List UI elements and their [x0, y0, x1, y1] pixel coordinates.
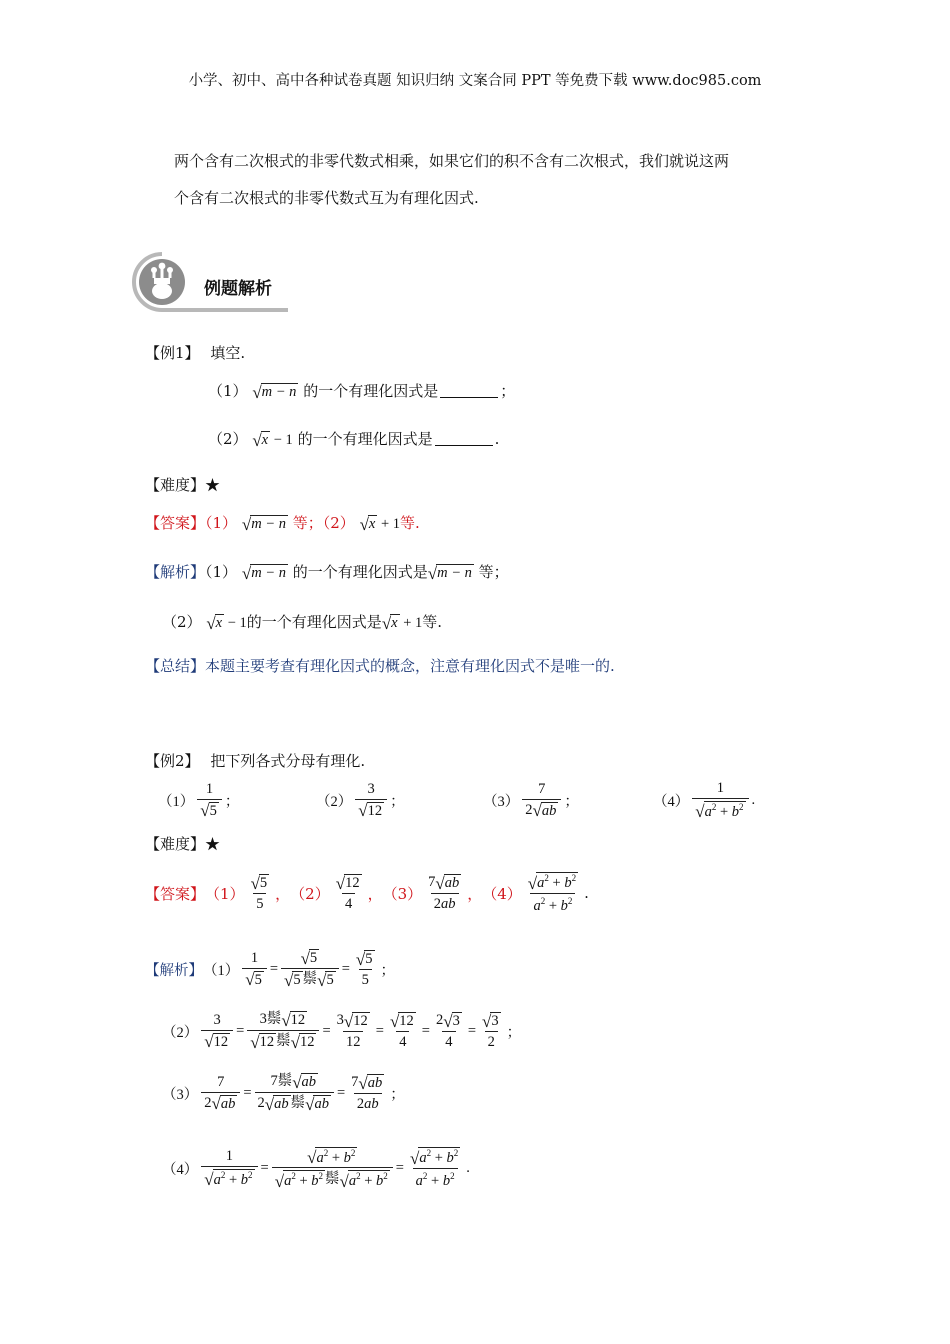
equals: = — [236, 1022, 245, 1039]
fraction: 7 2 √ ab — [522, 781, 561, 819]
fraction: √ 5 5 — [250, 873, 268, 912]
fraction: √ 12 4 — [335, 873, 360, 912]
q2-end: . — [494, 430, 500, 448]
difficulty-label: 【难度】 — [145, 835, 206, 853]
example1-label: 【例1】 — [145, 344, 200, 362]
semicolon: ； — [390, 1086, 405, 1103]
fraction: 7 √ ab 2ab — [351, 1073, 383, 1112]
radicand: m − n — [251, 565, 286, 582]
a-prefix: （1） — [205, 884, 245, 903]
q1-prefix: （1） — [208, 382, 248, 400]
definition-line-1: 两个含有二次根式的非零代数式相乘，如果它们的积不含有二次根式，我们就说这两 — [174, 152, 730, 170]
fraction: √ $a^2 + b^2$ $a^2 + b^2$ — [409, 1148, 459, 1189]
semicolon: ； — [564, 793, 579, 810]
radicand: x — [261, 432, 269, 449]
denominator: 5 — [253, 893, 266, 913]
sqrt-expr: √ $a^2 + b^2$ — [695, 801, 744, 822]
radicand: m − n — [437, 565, 472, 582]
period: . — [751, 791, 756, 808]
step-prefix: （2） — [162, 1024, 199, 1041]
a-prefix: （3） — [382, 884, 423, 903]
comma: ， — [467, 884, 483, 903]
example2-analysis-3 — [162, 1068, 405, 1118]
answer-2-tail: 等. — [400, 514, 420, 532]
fraction: 7 2 √ ab — [201, 1074, 240, 1112]
answer-label: 【答案】 — [145, 514, 206, 532]
section-banner — [132, 252, 292, 312]
example1-answer — [145, 512, 420, 533]
difficulty-stars: ★ — [205, 476, 221, 494]
fraction — [692, 780, 748, 820]
analysis-2-tail2: + 1 — [399, 615, 423, 631]
example1-analysis-1 — [145, 561, 509, 582]
fraction — [197, 781, 222, 819]
analysis-1-prefix: （1） — [205, 563, 238, 581]
garbled-char: 鬃 — [266, 1011, 282, 1028]
semicolon: ； — [224, 793, 240, 810]
example2-prompt: 把下列各式分母有理化. — [210, 752, 366, 770]
difficulty-label: 【难度】 — [145, 476, 206, 494]
radicand: 12 — [367, 802, 383, 819]
comma: ， — [367, 884, 383, 903]
step-prefix: （4） — [162, 1161, 199, 1178]
sqrt-expr: √ 5 — [200, 801, 217, 821]
sqrt-expr: √ x — [359, 514, 376, 534]
period: . — [584, 884, 589, 902]
analysis-2-end: 等. — [422, 613, 443, 631]
garbled-char: 鬃 — [277, 1073, 293, 1090]
answer-label: 【答案】 — [145, 884, 206, 903]
answer-2-prefix: （2） — [322, 514, 355, 532]
sqrt-expr: √ 12 — [358, 801, 383, 821]
example2-difficulty — [145, 833, 220, 854]
radicand: x — [391, 615, 398, 632]
answer-blank[interactable] — [440, 383, 498, 398]
example1-q2 — [208, 428, 499, 449]
definition-line-2: 个含有二次根式的非零代数式互为有理化因式. — [174, 189, 479, 207]
fraction: √ 5 √ 5 鬃 √ 5 — [281, 949, 339, 988]
q-prefix: （1） — [158, 793, 195, 810]
fraction: 1 √ 5 — [242, 950, 267, 988]
answer-1-tail: 等； — [292, 514, 323, 532]
analysis-1-mid: 的一个有理化因式是 — [292, 563, 428, 581]
sqrt-expr: √ m − n — [241, 514, 286, 534]
equals: = — [260, 1159, 269, 1176]
equals: = — [322, 1022, 331, 1039]
fraction: √ 3 2 — [482, 1011, 499, 1050]
fraction — [355, 781, 387, 819]
equals: = — [375, 1022, 384, 1039]
q2-prefix: （2） — [208, 430, 248, 448]
q-prefix: （4） — [653, 793, 690, 810]
step-prefix: （1） — [203, 962, 240, 979]
q-prefix: （3） — [483, 793, 520, 810]
example1-analysis-2 — [162, 611, 442, 632]
radicand: x — [368, 516, 376, 533]
period: . — [466, 1159, 470, 1176]
example2-analysis-1 — [145, 944, 395, 994]
fraction: 3鬃 √ 12 √ 12 鬃 √ 12 — [247, 1011, 319, 1050]
a-prefix: （2） — [290, 884, 330, 903]
fraction: √ $a^2 + b^2$ √ $a^2 + b^2$ 鬃 √ $a^2 + b^2$ — [272, 1147, 393, 1190]
equals: = — [341, 960, 350, 977]
radicand: x — [215, 615, 223, 632]
radicand: 12 — [345, 874, 360, 891]
answer-1-prefix: （1） — [205, 514, 238, 532]
example2-questions — [158, 776, 778, 824]
numerator: 1 — [716, 779, 725, 796]
sqrt-expr: √ x — [252, 430, 269, 450]
a-prefix: （4） — [482, 884, 522, 903]
semicolon: ； — [380, 962, 395, 979]
sqrt-expr: √ x — [381, 613, 398, 633]
equals: = — [421, 1022, 430, 1039]
garbled-char: 鬃 — [302, 971, 318, 988]
semicolon: ； — [506, 1024, 522, 1041]
q2-tail: − 1 — [270, 432, 293, 448]
fraction: √ $a^2 + b^2$ $a^2 + b^2$ — [527, 873, 577, 914]
example1-header — [145, 342, 245, 363]
sqrt-expr: √ m − n — [241, 563, 286, 583]
analysis-2-mid: 的一个有理化因式是 — [246, 613, 382, 631]
radicand: 5 — [259, 874, 268, 891]
example1-summary — [145, 655, 615, 676]
analysis-2-prefix: （2） — [162, 613, 202, 631]
radicand: m − n — [261, 384, 297, 401]
radicand: 5 — [209, 802, 217, 819]
example2-header — [145, 750, 365, 771]
example2-analysis-4 — [162, 1140, 470, 1196]
fraction: 7鬃 √ ab 2 √ ab 鬃 √ ab — [255, 1073, 334, 1112]
sqrt-expr: √ x — [206, 613, 223, 633]
example2-analysis-2 — [162, 1006, 521, 1056]
fraction: 3 √ 12 — [201, 1012, 233, 1050]
step-prefix: （3） — [162, 1086, 199, 1103]
q2-text: 的一个有理化因式是 — [297, 430, 433, 448]
example2-label: 【例2】 — [145, 752, 200, 770]
denominator: 4 — [342, 893, 355, 913]
example1-q1 — [208, 380, 515, 401]
fraction: √ 5 5 — [355, 949, 373, 988]
example1-difficulty — [145, 474, 220, 495]
summary-text: 本题主要考查有理化因式的概念，注意有理化因式不是唯一的. — [205, 657, 615, 675]
summary-label: 【总结】 — [145, 657, 206, 675]
garbled-char: 鬃 — [290, 1095, 306, 1112]
fraction: 2 √ 3 4 — [435, 1011, 460, 1050]
sqrt-expr: √ m − n — [427, 563, 472, 583]
example2-answer — [145, 868, 589, 918]
sqrt-expr: √ ab — [532, 801, 557, 821]
answer-2-tail2: + 1 — [377, 516, 401, 532]
equals: = — [336, 1084, 346, 1101]
numerator: 7 — [538, 780, 546, 797]
fraction: √ 12 4 — [389, 1011, 414, 1050]
analysis-label: 【解析】 — [145, 563, 206, 581]
equals: = — [467, 1022, 476, 1039]
q1-text: 的一个有理化因式是 — [303, 382, 439, 400]
analysis-label: 【解析】 — [145, 962, 203, 979]
equals: = — [269, 960, 279, 977]
radicand: m − n — [251, 516, 286, 533]
q1-end: ； — [500, 382, 516, 400]
garbled-char: 鬃 — [276, 1033, 291, 1050]
garbled-char: 鬃 — [325, 1171, 340, 1188]
semicolon: ； — [390, 793, 405, 810]
numerator: 1 — [205, 780, 214, 797]
section-title: 例题解析 — [204, 279, 272, 299]
analysis-2-tail: − 1 — [224, 615, 247, 631]
numerator: 3 — [367, 780, 375, 797]
analysis-1-end: 等； — [478, 563, 509, 581]
example1-prompt: 填空. — [210, 344, 246, 362]
sqrt-expr: √ m − n — [252, 382, 297, 402]
fraction: 7 √ ab 2ab — [428, 873, 460, 912]
equals: = — [243, 1084, 252, 1101]
answer-blank[interactable] — [435, 431, 493, 446]
q-prefix: （2） — [316, 793, 353, 810]
fraction: 1 √ $a^2 + b^2$ — [201, 1148, 257, 1188]
equals: = — [395, 1159, 404, 1176]
page-header: 小学、初中、高中各种试卷真题 知识归纳 文案合同 PPT 等免费下载 www.doc985.com — [188, 73, 762, 89]
difficulty-stars: ★ — [205, 835, 221, 853]
fraction: 3 √ 12 12 — [336, 1011, 368, 1050]
comma: ， — [275, 884, 291, 903]
